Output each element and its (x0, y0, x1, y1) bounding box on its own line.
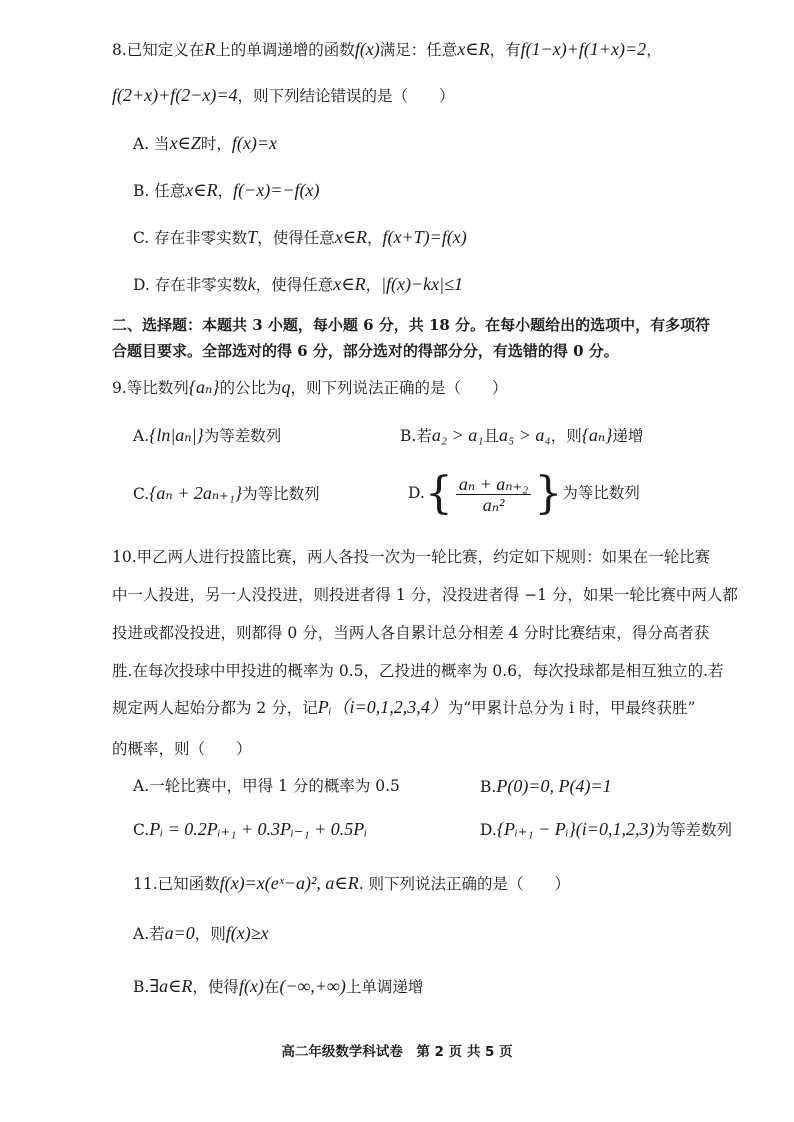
left-brace-icon: { (424, 468, 453, 519)
q10-stem-line6: 的概率，则（ ） (112, 740, 252, 758)
q10-option-d: D.{Pᵢ₊₁ − Pᵢ}(i=0,1,2,3)为等差数列 (480, 819, 732, 839)
q8-option-d: D. 存在非零实数k，使得任意x∈R，|f(x)−kx|≤1 (133, 274, 463, 294)
section2-heading-line1: 二、选择题：本题共 3 小题，每小题 6 分，共 18 分。在每小题给出的选项中，有多项符 (112, 316, 711, 334)
q8-stem-line2: f(2+x)+f(2−x)=4，则下列结论错误的是（ ） (112, 85, 455, 105)
q9-option-b: B.若a₂ > a₁且a₅ > a₄，则{aₙ}递增 (400, 425, 644, 445)
q11-stem: 11.已知函数f(x)=x(eˣ−a)², a∈R. 则下列说法正确的是（ ） (133, 873, 571, 893)
q9-stem: 9.等比数列{aₙ}的公比为q，则下列说法正确的是（ ） (112, 377, 508, 397)
q10-stem-line4: 胜.在每次投球中甲投进的概率为 0.5，乙投进的概率为 0.6，每次投球都是相互独立的.若 (112, 662, 724, 680)
q11-option-a: A.若a=0，则f(x)≥x (133, 923, 269, 943)
q11-option-b: B.∃a∈R，使得f(x)在(−∞,+∞)上单调递增 (133, 976, 424, 996)
q8-stem-line1: 8.已知定义在R上的单调递增的函数f(x)满足：任意x∈R，有f(1−x)+f(1+x)=2， (112, 39, 662, 59)
q10-stem-line5: 规定两人起始分都为 2 分，记Pᵢ（i=0,1,2,3,4）为“甲累计总分为 i 时，甲最终获胜” (112, 697, 696, 717)
right-brace-icon: } (534, 468, 563, 519)
q10-option-c: C.Pᵢ = 0.2Pᵢ₊₁ + 0.3Pᵢ₋₁ + 0.5Pᵢ (133, 819, 368, 839)
q9-option-d-fraction: $\frac{\text{aₙ + aₙ₊₂}}{\text{aₙ²}}$ (456, 474, 532, 515)
q8-option-c: C. 存在非零实数T，使得任意x∈R，f(x+T)=f(x) (133, 227, 467, 247)
q10-option-a: A.一轮比赛中，甲得 1 分的概率为 0.5 (133, 777, 400, 795)
q10-stem-line2: 中一人投进，另一人没投进，则投进者得 1 分，没投进者得 −1 分，如果一轮比赛中两人都 (112, 586, 738, 604)
q8-option-a: A. 当x∈Z时，f(x)=x (133, 133, 278, 153)
q10-stem-line1: 10.甲乙两人进行投篮比赛，两人各投一次为一轮比赛，约定如下规则：如果在一轮比赛 (112, 548, 711, 566)
q10-option-b: B.P(0)=0, P(4)=1 (480, 776, 612, 796)
q9-option-c: C.{aₙ + 2aₙ₊₁}为等比数列 (133, 483, 320, 503)
q10-stem-line3: 投进或都没投进，则都得 0 分，当两人各自累计总分相差 4 分时比赛结束，得分高者获 (112, 624, 710, 642)
q9-option-d: D.{ $\frac{\text{aₙ + aₙ₊₂}}{\text{aₙ²}}$ }为等比数列 (408, 468, 640, 519)
page-footer: 高二年级数学科试卷 第 2 页 共 5 页 (281, 1044, 513, 1060)
q9-option-a: A.{ln|aₙ|}为等差数列 (133, 425, 282, 445)
section2-heading-line2: 合题目要求。全部选对的得 6 分，部分选对的得部分分，有选错的得 0 分。 (112, 342, 619, 360)
q8-option-b: B. 任意x∈R，f(−x)=−f(x) (133, 180, 320, 200)
